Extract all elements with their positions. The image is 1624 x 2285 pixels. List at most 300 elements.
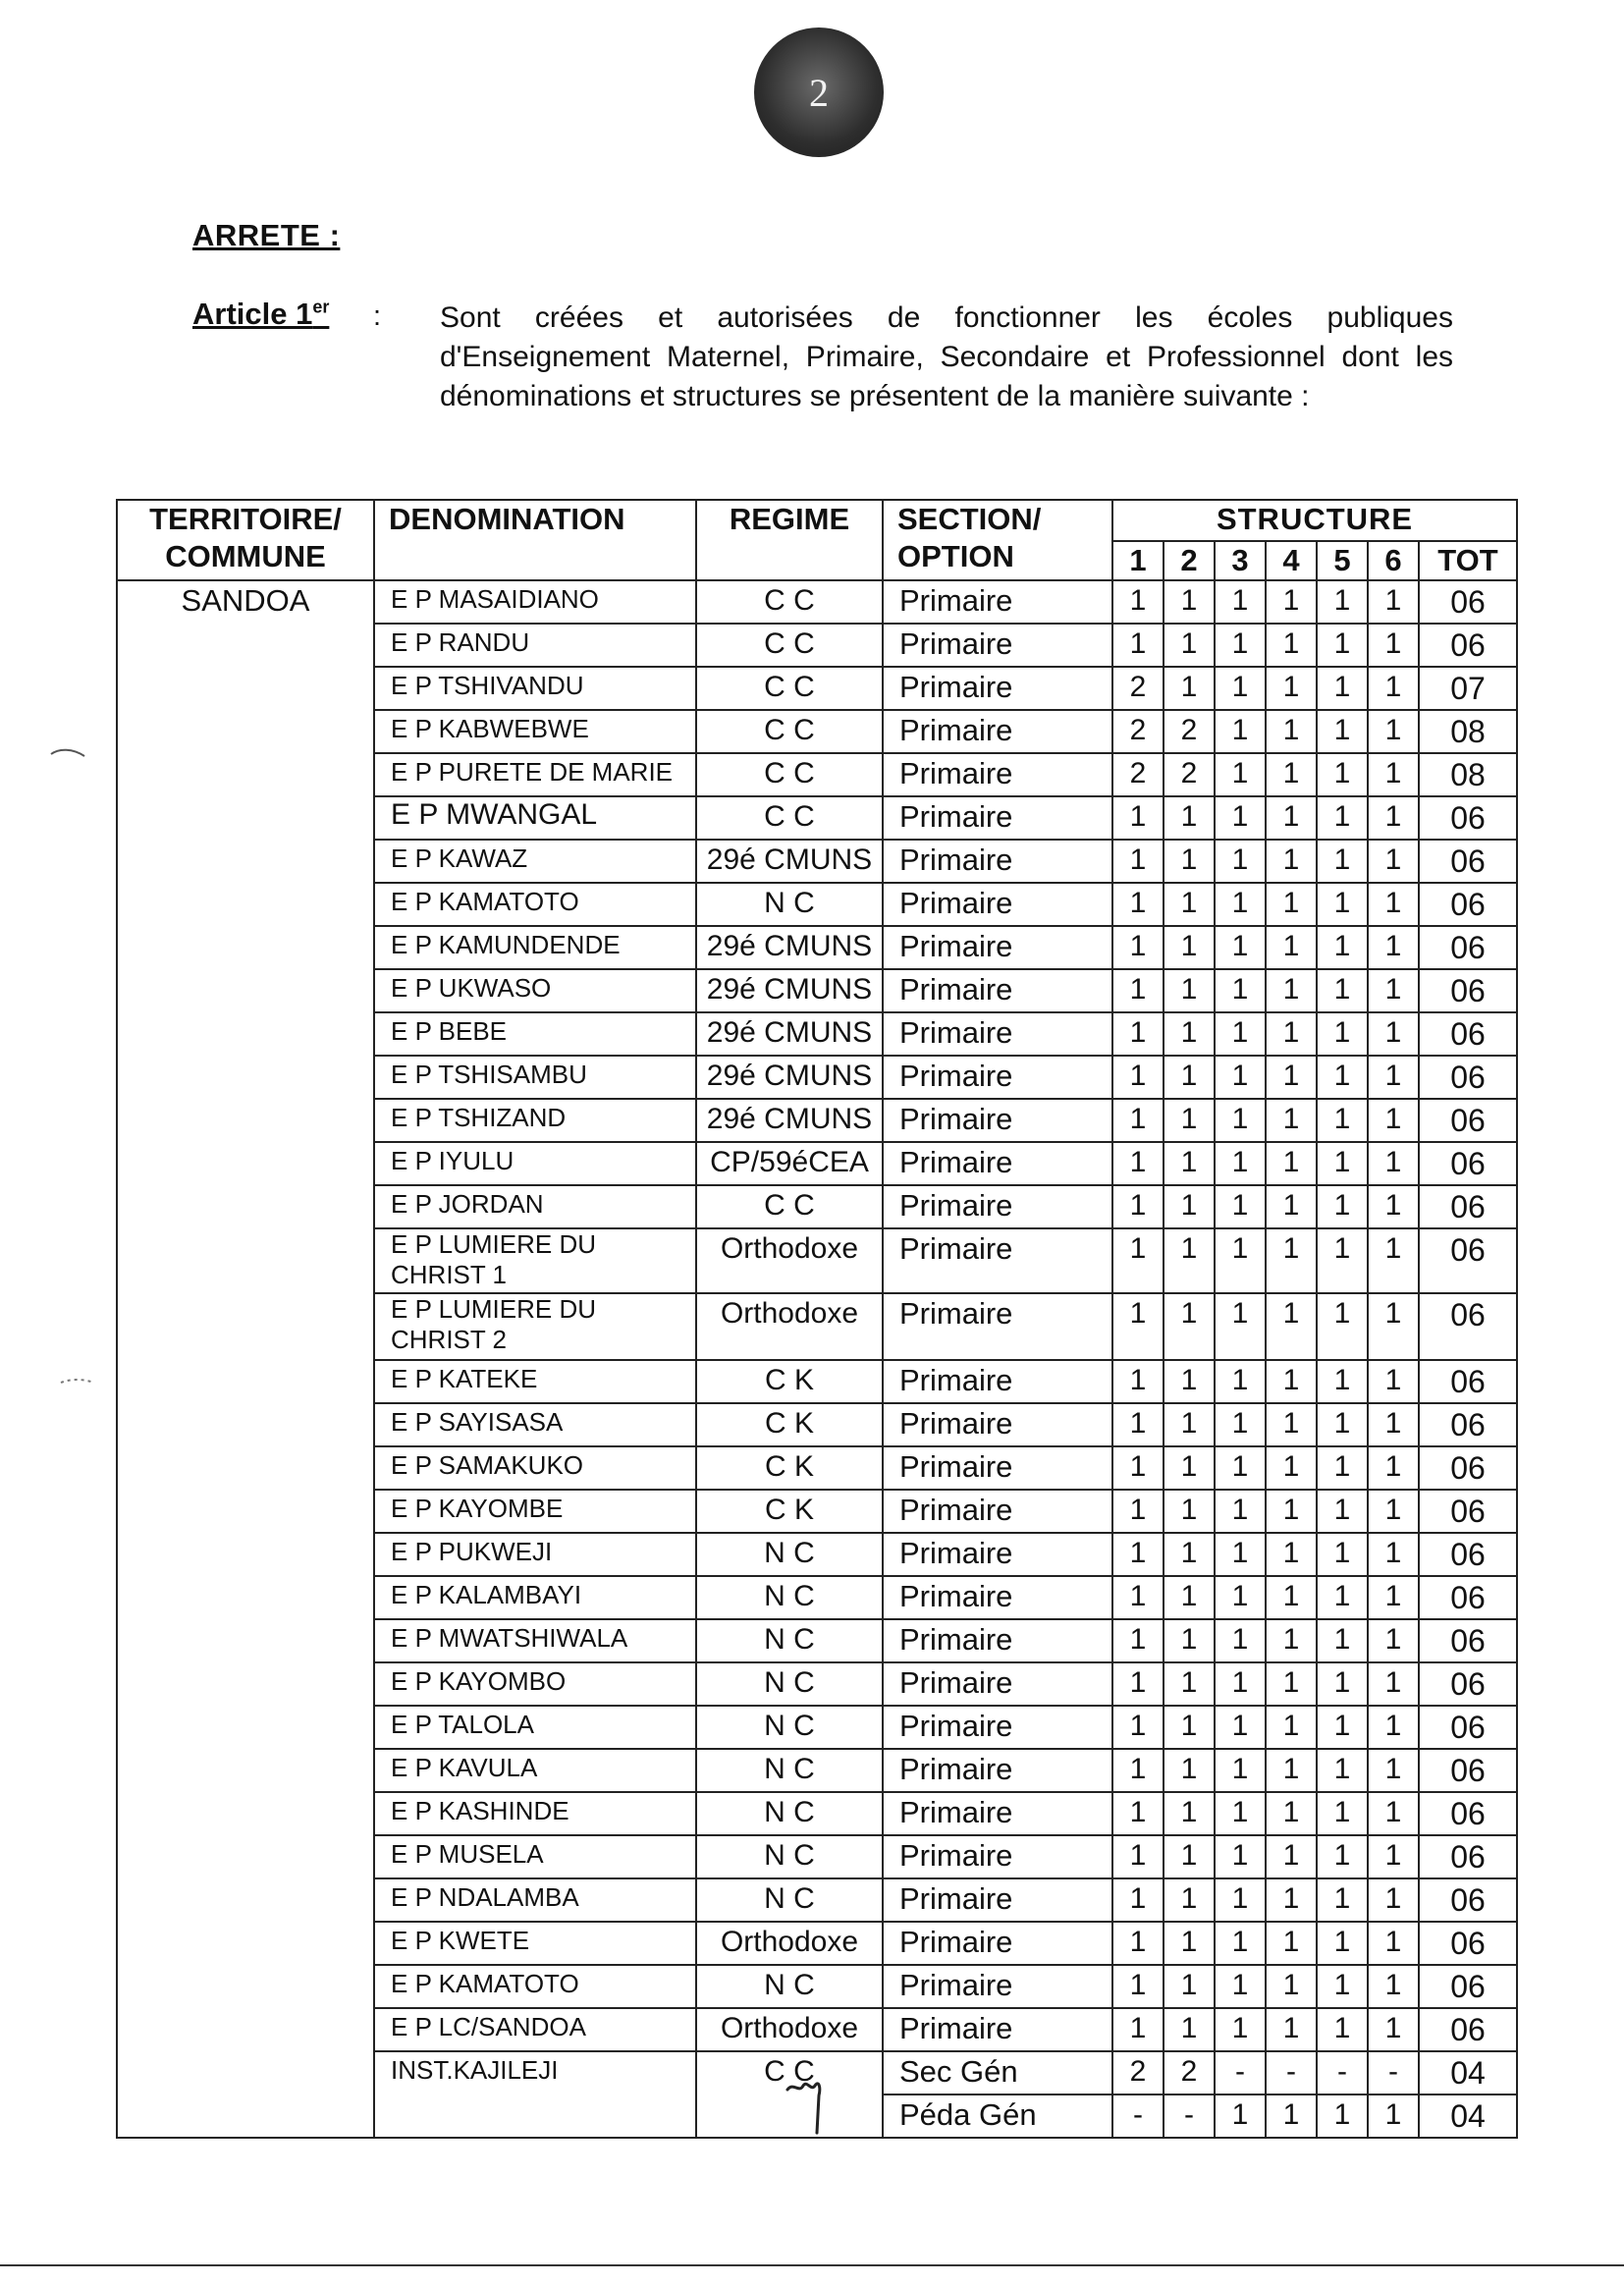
- bottom-rule: [0, 2264, 1624, 2266]
- structure-cell-3: 1: [1215, 926, 1266, 969]
- header-col-6: 6: [1368, 541, 1419, 580]
- denomination-cell: E P SAYISASA: [374, 1403, 696, 1446]
- section-cell: Primaire: [883, 710, 1112, 753]
- denomination-cell: E P IYULU: [374, 1142, 696, 1185]
- section-cell: Primaire: [883, 883, 1112, 926]
- structure-cell-1: 1: [1112, 1533, 1164, 1576]
- structure-cell-4: 1: [1266, 667, 1317, 710]
- total-cell: 06: [1419, 926, 1517, 969]
- structure-cell-6: 1: [1368, 624, 1419, 667]
- structure-cell-2: 2: [1164, 753, 1215, 796]
- structure-cell-6: 1: [1368, 1293, 1419, 1360]
- header-territoire-line2: COMMUNE: [165, 539, 326, 573]
- section-cell: Primaire: [883, 1749, 1112, 1792]
- structure-cell-6: 1: [1368, 969, 1419, 1012]
- header-col-5: 5: [1317, 541, 1368, 580]
- denomination-cell: E P MWATSHIWALA: [374, 1619, 696, 1662]
- structure-cell-3: 1: [1215, 1878, 1266, 1922]
- total-cell: 06: [1419, 1619, 1517, 1662]
- total-cell: 06: [1419, 1878, 1517, 1922]
- section-cell: Primaire: [883, 1792, 1112, 1835]
- structure-cell-3: 1: [1215, 796, 1266, 840]
- section-cell: Primaire: [883, 1099, 1112, 1142]
- structure-cell-1: 1: [1112, 840, 1164, 883]
- structure-cell-5: 1: [1317, 840, 1368, 883]
- header-section-line2: OPTION: [897, 539, 1014, 573]
- structure-cell-3: 1: [1215, 1293, 1266, 1360]
- section-cell: Sec Gén: [883, 2051, 1112, 2095]
- denomination-cell: E P TSHIVANDU: [374, 667, 696, 710]
- header-col-2: 2: [1164, 541, 1215, 580]
- structure-cell-2: 1: [1164, 1056, 1215, 1099]
- initials-mark: [784, 2076, 842, 2135]
- structure-cell-3: 1: [1215, 1662, 1266, 1706]
- section-cell: Primaire: [883, 840, 1112, 883]
- section-cell: Primaire: [883, 1228, 1112, 1293]
- structure-cell-5: 1: [1317, 1835, 1368, 1878]
- page-number: 2: [809, 70, 829, 115]
- structure-cell-5: 1: [1317, 1293, 1368, 1360]
- structure-cell-6: 1: [1368, 1706, 1419, 1749]
- denomination-cell: E P MASAIDIANO: [374, 580, 696, 624]
- structure-cell-2: 1: [1164, 840, 1215, 883]
- regime-cell: C K: [696, 1360, 883, 1403]
- denomination-cell: E P KASHINDE: [374, 1792, 696, 1835]
- total-cell: 06: [1419, 1576, 1517, 1619]
- structure-cell-6: 1: [1368, 1360, 1419, 1403]
- structure-cell-6: 1: [1368, 1403, 1419, 1446]
- article-label: [192, 297, 329, 332]
- section-cell: Primaire: [883, 624, 1112, 667]
- table-body: [117, 580, 1517, 2138]
- total-cell: 06: [1419, 1533, 1517, 1576]
- structure-cell-4: 1: [1266, 1706, 1317, 1749]
- article-text: Sont créées et autorisées de fonctionner les écoles publiques d'Enseignement Maternel, Primaire, Secondaire et Professionnel dont les dénominations et structures se présentent de la manière suivante :: [440, 301, 1453, 412]
- structure-cell-4: 1: [1266, 1056, 1317, 1099]
- regime-cell: C C: [696, 796, 883, 840]
- total-cell: 06: [1419, 796, 1517, 840]
- structure-cell-1: 1: [1112, 1446, 1164, 1490]
- structure-cell-3: 1: [1215, 1360, 1266, 1403]
- total-cell: 06: [1419, 883, 1517, 926]
- structure-cell-1: 1: [1112, 1360, 1164, 1403]
- structure-cell-1: 1: [1112, 1662, 1164, 1706]
- structure-cell-1: 1: [1112, 1619, 1164, 1662]
- regime-cell: C K: [696, 1446, 883, 1490]
- section-cell: Primaire: [883, 1965, 1112, 2008]
- structure-cell-5: 1: [1317, 1099, 1368, 1142]
- total-cell: 06: [1419, 1403, 1517, 1446]
- structure-cell-6: -: [1368, 2051, 1419, 2095]
- section-cell: Primaire: [883, 1012, 1112, 1056]
- structure-cell-5: 1: [1317, 753, 1368, 796]
- structure-cell-2: 1: [1164, 1749, 1215, 1792]
- structure-cell-5: 1: [1317, 1446, 1368, 1490]
- total-cell: 06: [1419, 840, 1517, 883]
- structure-cell-4: 1: [1266, 1012, 1317, 1056]
- structure-cell-3: 1: [1215, 883, 1266, 926]
- structure-cell-3: 1: [1215, 1490, 1266, 1533]
- structure-cell-4: 1: [1266, 840, 1317, 883]
- denomination-cell: E P KAMATOTO: [374, 883, 696, 926]
- structure-cell-5: 1: [1317, 624, 1368, 667]
- structure-cell-2: 1: [1164, 580, 1215, 624]
- structure-cell-3: 1: [1215, 580, 1266, 624]
- structure-cell-3: 1: [1215, 1835, 1266, 1878]
- structure-cell-1: 1: [1112, 1293, 1164, 1360]
- article-colon: :: [373, 300, 382, 332]
- structure-cell-2: 1: [1164, 1878, 1215, 1922]
- section-cell: Primaire: [883, 1533, 1112, 1576]
- header-col-3: 3: [1215, 541, 1266, 580]
- structure-cell-1: 1: [1112, 580, 1164, 624]
- denomination-cell: E P KATEKE: [374, 1360, 696, 1403]
- regime-cell: N C: [696, 1835, 883, 1878]
- structure-cell-2: 1: [1164, 1706, 1215, 1749]
- header-col-1: 1: [1112, 541, 1164, 580]
- structure-cell-2: 1: [1164, 1099, 1215, 1142]
- structure-cell-2: 1: [1164, 1792, 1215, 1835]
- total-cell: 08: [1419, 753, 1517, 796]
- structure-cell-3: 1: [1215, 1012, 1266, 1056]
- denomination-cell: E P KWETE: [374, 1922, 696, 1965]
- structure-cell-5: 1: [1317, 883, 1368, 926]
- structure-cell-6: 1: [1368, 2095, 1419, 2138]
- structure-cell-6: 1: [1368, 1922, 1419, 1965]
- denomination-cell: E P MUSELA: [374, 1835, 696, 1878]
- structure-cell-1: 1: [1112, 1965, 1164, 2008]
- structure-cell-5: 1: [1317, 667, 1368, 710]
- scan-speck-left-1: [49, 744, 88, 760]
- structure-cell-3: -: [1215, 2051, 1266, 2095]
- structure-cell-6: 1: [1368, 1835, 1419, 1878]
- structure-cell-3: 1: [1215, 1965, 1266, 2008]
- table-row: [117, 580, 1517, 624]
- total-cell: 06: [1419, 1056, 1517, 1099]
- regime-cell: 29é CMUNS: [696, 1099, 883, 1142]
- structure-cell-3: 1: [1215, 710, 1266, 753]
- structure-cell-5: 1: [1317, 926, 1368, 969]
- structure-cell-3: 1: [1215, 624, 1266, 667]
- header-section: [883, 500, 1112, 580]
- total-cell: 06: [1419, 1922, 1517, 1965]
- regime-cell: 29é CMUNS: [696, 840, 883, 883]
- total-cell: 06: [1419, 1835, 1517, 1878]
- structure-cell-4: 1: [1266, 1446, 1317, 1490]
- structure-cell-2: -: [1164, 2095, 1215, 2138]
- structure-cell-4: 1: [1266, 1360, 1317, 1403]
- regime-cell: C C: [696, 624, 883, 667]
- structure-cell-2: 1: [1164, 624, 1215, 667]
- structure-cell-4: 1: [1266, 1792, 1317, 1835]
- structure-cell-2: 1: [1164, 2008, 1215, 2051]
- structure-cell-6: 1: [1368, 1533, 1419, 1576]
- structure-cell-4: 1: [1266, 580, 1317, 624]
- structure-cell-1: 1: [1112, 1792, 1164, 1835]
- structure-cell-6: 1: [1368, 840, 1419, 883]
- denomination-cell: E P TSHISAMBU: [374, 1056, 696, 1099]
- total-cell: 06: [1419, 1706, 1517, 1749]
- section-cell: Primaire: [883, 1403, 1112, 1446]
- total-cell: 06: [1419, 1490, 1517, 1533]
- structure-cell-3: 1: [1215, 1749, 1266, 1792]
- structure-cell-1: 2: [1112, 753, 1164, 796]
- total-cell: 08: [1419, 710, 1517, 753]
- regime-cell: N C: [696, 883, 883, 926]
- structure-cell-2: 1: [1164, 796, 1215, 840]
- structure-cell-2: 1: [1164, 1576, 1215, 1619]
- regime-cell: N C: [696, 1749, 883, 1792]
- structure-cell-5: 1: [1317, 1490, 1368, 1533]
- structure-cell-5: 1: [1317, 1619, 1368, 1662]
- structure-cell-6: 1: [1368, 1619, 1419, 1662]
- structure-cell-1: 1: [1112, 1922, 1164, 1965]
- section-cell: Péda Gén: [883, 2095, 1112, 2138]
- denomination-cell: E P BEBE: [374, 1012, 696, 1056]
- header-denomination: DENOMINATION: [374, 500, 696, 580]
- structure-cell-4: 1: [1266, 1490, 1317, 1533]
- total-cell: 06: [1419, 969, 1517, 1012]
- regime-cell: N C: [696, 1878, 883, 1922]
- structure-cell-4: 1: [1266, 969, 1317, 1012]
- structure-cell-2: 1: [1164, 1228, 1215, 1293]
- structure-cell-5: 1: [1317, 1533, 1368, 1576]
- structure-cell-4: 1: [1266, 1619, 1317, 1662]
- header-territoire-line1: TERRITOIRE/: [149, 502, 342, 536]
- structure-cell-4: 1: [1266, 1228, 1317, 1293]
- section-cell: Primaire: [883, 667, 1112, 710]
- total-cell: 04: [1419, 2095, 1517, 2138]
- section-cell: Primaire: [883, 1185, 1112, 1228]
- total-cell: 06: [1419, 1012, 1517, 1056]
- structure-cell-4: 1: [1266, 1662, 1317, 1706]
- total-cell: 06: [1419, 580, 1517, 624]
- regime-cell: 29é CMUNS: [696, 1012, 883, 1056]
- total-cell: 06: [1419, 1293, 1517, 1360]
- regime-cell: C K: [696, 1490, 883, 1533]
- regime-cell: Orthodoxe: [696, 1293, 883, 1360]
- denomination-cell: E P MWANGAL: [374, 796, 696, 840]
- structure-cell-3: 1: [1215, 753, 1266, 796]
- structure-cell-4: 1: [1266, 1878, 1317, 1922]
- denomination-cell: E P KALAMBAYI: [374, 1576, 696, 1619]
- header-territoire: [117, 500, 374, 580]
- structure-cell-2: 2: [1164, 710, 1215, 753]
- structure-cell-4: 1: [1266, 753, 1317, 796]
- structure-cell-5: 1: [1317, 1360, 1368, 1403]
- section-cell: Primaire: [883, 1835, 1112, 1878]
- structure-cell-1: 1: [1112, 796, 1164, 840]
- structure-cell-2: 1: [1164, 1185, 1215, 1228]
- table-header: [117, 500, 1517, 580]
- structure-cell-2: 1: [1164, 1619, 1215, 1662]
- header-col-4: 4: [1266, 541, 1317, 580]
- total-cell: 04: [1419, 2051, 1517, 2095]
- denomination-cell: E P KABWEBWE: [374, 710, 696, 753]
- total-cell: 06: [1419, 1142, 1517, 1185]
- structure-cell-3: 1: [1215, 1185, 1266, 1228]
- structure-cell-2: 1: [1164, 1662, 1215, 1706]
- structure-cell-5: 1: [1317, 1965, 1368, 2008]
- structure-cell-6: 1: [1368, 1012, 1419, 1056]
- structure-cell-5: 1: [1317, 1792, 1368, 1835]
- structure-cell-3: 1: [1215, 1576, 1266, 1619]
- structure-cell-6: 1: [1368, 710, 1419, 753]
- structure-cell-5: 1: [1317, 1922, 1368, 1965]
- structure-cell-6: 1: [1368, 1228, 1419, 1293]
- structure-cell-2: 1: [1164, 1012, 1215, 1056]
- total-cell: 06: [1419, 1185, 1517, 1228]
- structure-cell-5: 1: [1317, 969, 1368, 1012]
- structure-cell-5: 1: [1317, 1878, 1368, 1922]
- structure-cell-5: 1: [1317, 1185, 1368, 1228]
- total-cell: 06: [1419, 1228, 1517, 1293]
- structure-cell-4: 1: [1266, 926, 1317, 969]
- total-cell: 06: [1419, 2008, 1517, 2051]
- structure-cell-3: 1: [1215, 1142, 1266, 1185]
- denomination-cell: E P PUKWEJI: [374, 1533, 696, 1576]
- structure-cell-1: 1: [1112, 1185, 1164, 1228]
- denomination-cell: E P JORDAN: [374, 1185, 696, 1228]
- total-cell: 06: [1419, 624, 1517, 667]
- structure-cell-6: 1: [1368, 1662, 1419, 1706]
- structure-cell-1: 1: [1112, 1142, 1164, 1185]
- regime-cell: N C: [696, 1576, 883, 1619]
- denomination-cell: E P RANDU: [374, 624, 696, 667]
- section-cell: Primaire: [883, 1056, 1112, 1099]
- structure-cell-1: 2: [1112, 2051, 1164, 2095]
- structure-cell-6: 1: [1368, 926, 1419, 969]
- structure-cell-6: 1: [1368, 667, 1419, 710]
- structure-cell-1: 1: [1112, 624, 1164, 667]
- structure-cell-6: 1: [1368, 1878, 1419, 1922]
- structure-cell-4: 1: [1266, 1403, 1317, 1446]
- denomination-cell: E P SAMAKUKO: [374, 1446, 696, 1490]
- denomination-cell: E P LC/SANDOA: [374, 2008, 696, 2051]
- denomination-cell: INST.KAJILEJI: [374, 2051, 696, 2138]
- structure-cell-5: 1: [1317, 710, 1368, 753]
- regime-cell: N C: [696, 1792, 883, 1835]
- structure-cell-5: -: [1317, 2051, 1368, 2095]
- structure-cell-2: 1: [1164, 1835, 1215, 1878]
- structure-cell-5: 1: [1317, 2008, 1368, 2051]
- structure-cell-1: 1: [1112, 969, 1164, 1012]
- structure-cell-1: 1: [1112, 1099, 1164, 1142]
- structure-cell-4: -: [1266, 2051, 1317, 2095]
- structure-cell-6: 1: [1368, 883, 1419, 926]
- structure-cell-4: 1: [1266, 1965, 1317, 2008]
- structure-cell-2: 1: [1164, 1360, 1215, 1403]
- regime-cell: N C: [696, 1619, 883, 1662]
- structure-cell-5: 1: [1317, 1142, 1368, 1185]
- structure-cell-6: 1: [1368, 1099, 1419, 1142]
- structure-cell-1: 1: [1112, 1403, 1164, 1446]
- section-cell: Primaire: [883, 1706, 1112, 1749]
- section-cell: Primaire: [883, 1576, 1112, 1619]
- structure-cell-6: 1: [1368, 1490, 1419, 1533]
- structure-cell-1: -: [1112, 2095, 1164, 2138]
- structure-cell-1: 1: [1112, 1012, 1164, 1056]
- structure-cell-1: 2: [1112, 710, 1164, 753]
- structure-cell-3: 1: [1215, 1533, 1266, 1576]
- denomination-cell: E P TSHIZAND: [374, 1099, 696, 1142]
- structure-cell-1: 1: [1112, 1228, 1164, 1293]
- denomination-cell: E P KAMUNDENDE: [374, 926, 696, 969]
- regime-cell: C C: [696, 667, 883, 710]
- structure-cell-2: 1: [1164, 1922, 1215, 1965]
- header-section-line1: SECTION/: [897, 502, 1042, 536]
- denomination-cell: E P NDALAMBA: [374, 1878, 696, 1922]
- section-cell: Primaire: [883, 1293, 1112, 1360]
- structure-cell-6: 1: [1368, 1576, 1419, 1619]
- structure-cell-6: 1: [1368, 796, 1419, 840]
- regime-cell: 29é CMUNS: [696, 969, 883, 1012]
- structure-cell-4: 1: [1266, 1142, 1317, 1185]
- structure-cell-4: 1: [1266, 796, 1317, 840]
- structure-cell-4: 1: [1266, 710, 1317, 753]
- structure-cell-3: 1: [1215, 667, 1266, 710]
- section-cell: Primaire: [883, 1619, 1112, 1662]
- structure-cell-4: 1: [1266, 624, 1317, 667]
- structure-cell-3: 1: [1215, 1446, 1266, 1490]
- structure-cell-1: 1: [1112, 1749, 1164, 1792]
- structure-cell-6: 1: [1368, 1749, 1419, 1792]
- structure-cell-1: 1: [1112, 1706, 1164, 1749]
- denomination-cell: E P KAMATOTO: [374, 1965, 696, 2008]
- structure-cell-2: 1: [1164, 1446, 1215, 1490]
- structure-cell-4: 1: [1266, 883, 1317, 926]
- total-cell: 06: [1419, 1099, 1517, 1142]
- structure-cell-1: 2: [1112, 667, 1164, 710]
- section-cell: Primaire: [883, 580, 1112, 624]
- denomination-cell: E P KAWAZ: [374, 840, 696, 883]
- header-structure: STRUCTURE: [1112, 500, 1517, 541]
- structure-cell-2: 1: [1164, 969, 1215, 1012]
- structure-cell-2: 2: [1164, 2051, 1215, 2095]
- structure-cell-6: 1: [1368, 1056, 1419, 1099]
- regime-cell: Orthodoxe: [696, 1922, 883, 1965]
- structure-cell-3: 1: [1215, 840, 1266, 883]
- structure-cell-6: 1: [1368, 1965, 1419, 2008]
- structure-cell-4: 1: [1266, 1533, 1317, 1576]
- structure-cell-3: 1: [1215, 1099, 1266, 1142]
- structure-cell-5: 1: [1317, 1706, 1368, 1749]
- section-cell: Primaire: [883, 753, 1112, 796]
- structure-cell-2: 1: [1164, 883, 1215, 926]
- article-label-sup: er: [312, 297, 330, 317]
- denomination-cell: E P LUMIERE DU CHRIST 1: [374, 1228, 696, 1293]
- denomination-cell: E P KAYOMBO: [374, 1662, 696, 1706]
- denomination-cell: E P PURETE DE MARIE: [374, 753, 696, 796]
- structure-cell-5: 1: [1317, 580, 1368, 624]
- denomination-cell: E P KAYOMBE: [374, 1490, 696, 1533]
- regime-cell: N C: [696, 1706, 883, 1749]
- structure-cell-1: 1: [1112, 1878, 1164, 1922]
- header-regime: REGIME: [696, 500, 883, 580]
- structure-cell-1: 1: [1112, 2008, 1164, 2051]
- structure-cell-2: 1: [1164, 1965, 1215, 2008]
- structure-cell-5: 1: [1317, 1576, 1368, 1619]
- structure-cell-5: 1: [1317, 1749, 1368, 1792]
- structure-cell-4: 1: [1266, 1185, 1317, 1228]
- regime-cell: N C: [696, 1533, 883, 1576]
- denomination-cell: E P TALOLA: [374, 1706, 696, 1749]
- structure-cell-4: 1: [1266, 2008, 1317, 2051]
- structure-cell-5: 1: [1317, 1403, 1368, 1446]
- total-cell: 06: [1419, 1965, 1517, 2008]
- structure-cell-4: 1: [1266, 1099, 1317, 1142]
- structure-cell-1: 1: [1112, 1576, 1164, 1619]
